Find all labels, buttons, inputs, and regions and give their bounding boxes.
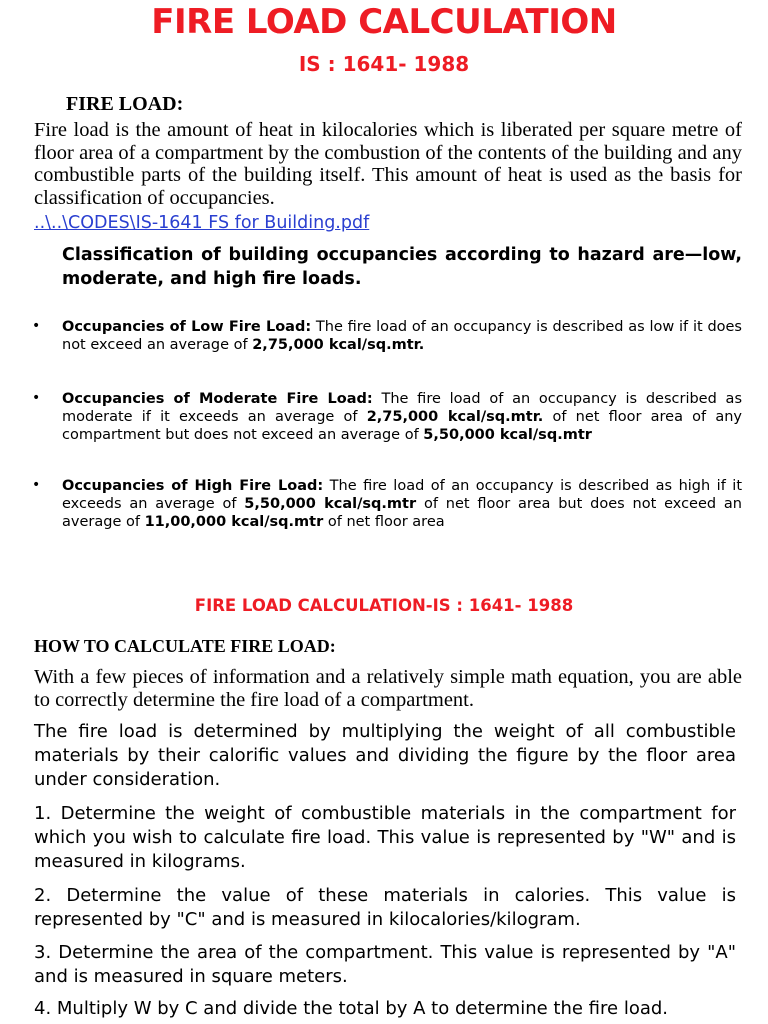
- high-fire-load-label: Occupancies of High Fire Load:: [62, 478, 324, 494]
- bullet-icon: •: [32, 477, 41, 493]
- low-fire-load-label: Occupancies of Low Fire Load:: [62, 319, 312, 335]
- step-3: 3. Determine the area of the compartment. This value is represented by "A" and is measured in square meters.: [34, 942, 736, 987]
- moderate-fire-load-label: Occupancies of Moderate Fire Load:: [62, 391, 373, 407]
- moderate-fire-load-text2: of net floor area of any compartment but does not exceed an average of: [62, 409, 742, 443]
- fire-load-heading: FIRE LOAD:: [66, 93, 184, 115]
- fire-load-definition: Fire load is the amount of heat in kilocalories which is liberated per square metre of floor area of a compartment by the combustion of the contents of the building and any combustible parts of the building itself. This amount of heat is used as the basis for classification of occupancies.: [34, 119, 742, 209]
- moderate-fire-load-value: 2,75,000 kcal/sq.mtr.: [366, 409, 544, 425]
- low-fire-load-value: 2,75,000 kcal/sq.mtr.: [252, 337, 425, 353]
- high-fire-load-value2: 11,00,000 kcal/sq.mtr: [144, 514, 324, 530]
- bullet-icon: •: [32, 318, 41, 334]
- calculation-intro: With a few pieces of information and a relatively simple math equation, you are able to correctly determine the fire load of a compartment.: [34, 666, 742, 711]
- page-subtitle: IS : 1641- 1988: [298, 52, 470, 76]
- step-2: 2. Determine the value of these materials in calories. This value is represented by "C" and is measured in kilocalories/kilogram.: [34, 885, 736, 930]
- classification-text: Classification of building occupancies according to hazard are—low, moderate, and high fire loads.: [62, 245, 742, 289]
- high-fire-load-value: 5,50,000 kcal/sq.mtr: [244, 496, 417, 512]
- moderate-fire-load-value2: 5,50,000 kcal/sq.mtr: [423, 427, 592, 443]
- page-title: FIRE LOAD CALCULATION: [151, 2, 617, 42]
- high-fire-load-text2: of net floor area but does not exceed an average of: [62, 496, 742, 530]
- high-fire-load-text3: of net floor area: [323, 514, 445, 530]
- step-4: 4. Multiply W by C and divide the total by A to determine the fire load.: [34, 998, 669, 1019]
- moderate-fire-load-item: [62, 390, 742, 444]
- moderate-fire-load-text: The fire load of an occupancy is described as moderate if it exceeds an average of: [62, 391, 742, 425]
- bullet-icon: •: [32, 390, 41, 406]
- codes-pdf-link[interactable]: ..\..\CODES\IS-1641 FS for Building.pdf: [34, 213, 370, 233]
- high-fire-load-text: The fire load of an occupancy is described as high if it exceeds an average of: [62, 478, 743, 512]
- low-fire-load-text: The fire load of an occupancy is described as low if it does not exceed an average of: [62, 319, 742, 353]
- calculation-method: The fire load is determined by multiplying the weight of all combustible materials by their calorific values and dividing the figure by the floor area under consideration.: [34, 721, 736, 790]
- step-1: 1. Determine the weight of combustible materials in the compartment for which you wish to calculate fire load. This value is represented by "W" and is measured in kilograms.: [34, 803, 736, 872]
- calculation-section-title: FIRE LOAD CALCULATION-IS : 1641- 1988: [194, 596, 574, 615]
- high-fire-load-item: [62, 477, 742, 531]
- low-fire-load-item: [62, 318, 742, 354]
- how-to-heading: HOW TO CALCULATE FIRE LOAD:: [34, 636, 336, 656]
